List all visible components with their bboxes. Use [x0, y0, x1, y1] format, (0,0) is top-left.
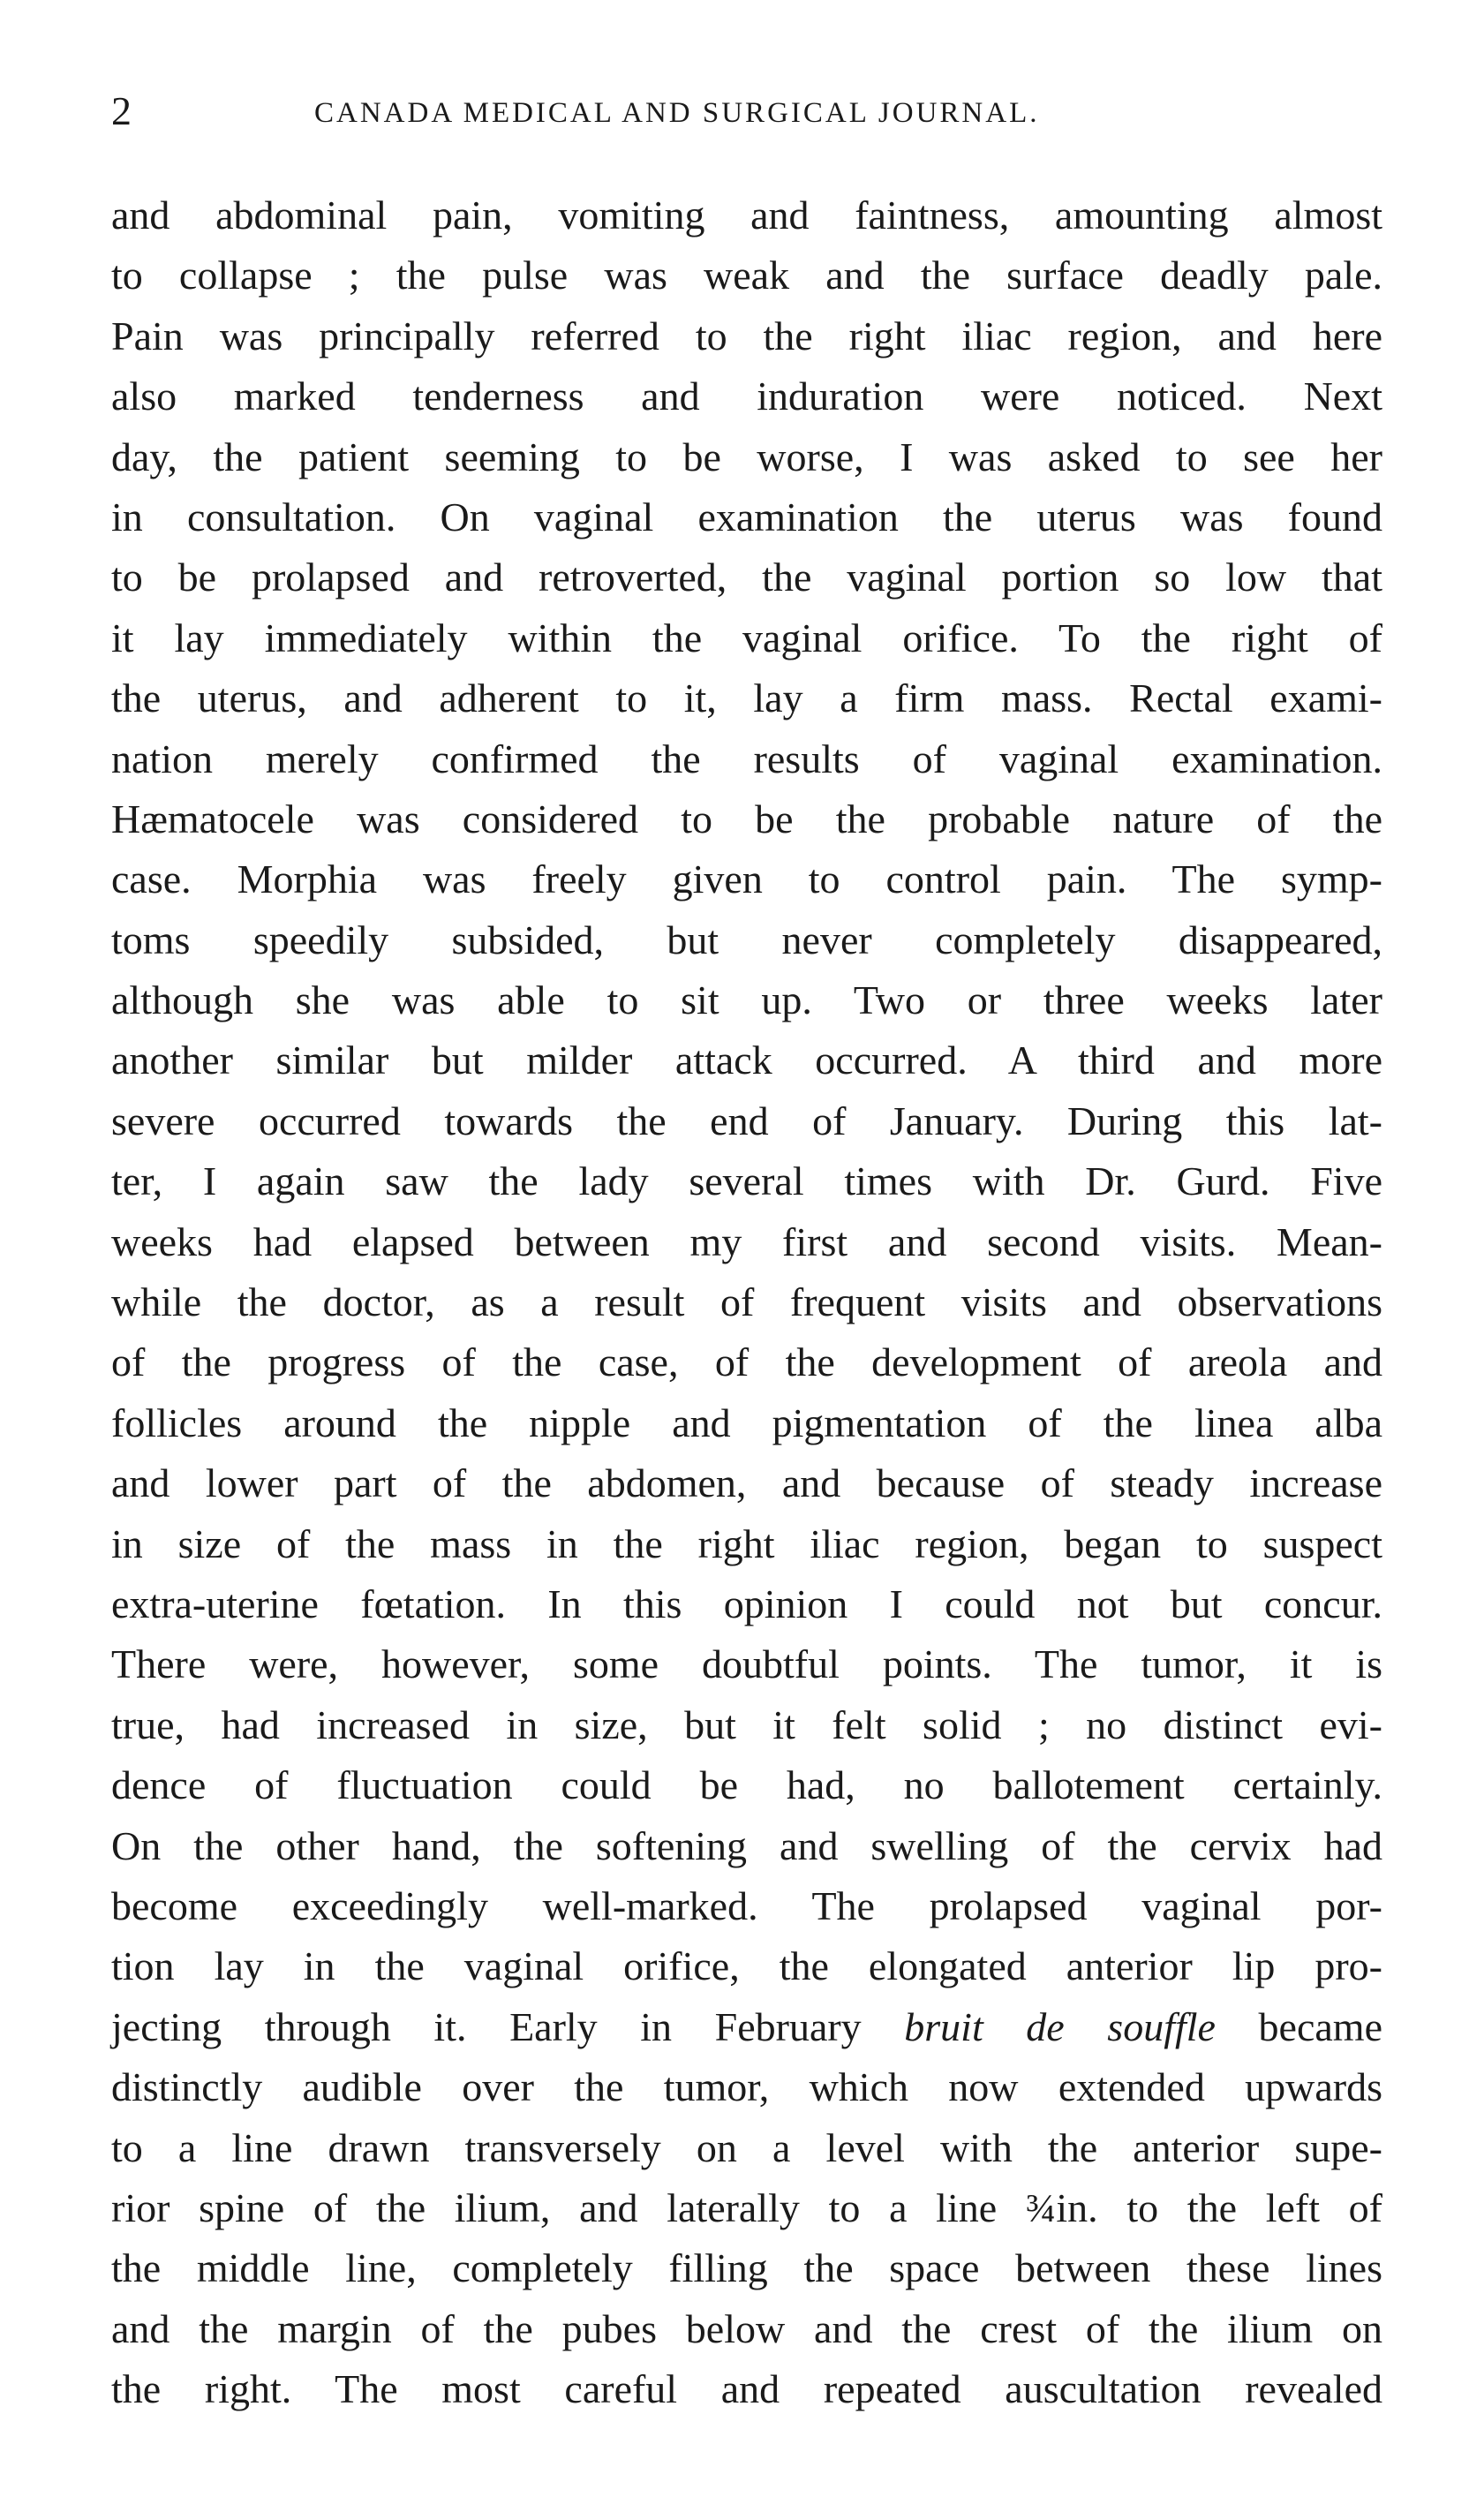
text-line: and lower part of the abdomen, and because of steady increase	[111, 1460, 1382, 1506]
text-line: in consultation. On vaginal examination the uterus was found	[111, 494, 1382, 539]
text-line: the middle line, completely filling the space between these lines	[111, 2245, 1382, 2291]
text-line: ter, I again saw the lady several times with Dr. Gurd. Five	[111, 1158, 1382, 1204]
text-line: in size of the mass in the right iliac region, began to suspect	[111, 1520, 1382, 1566]
body-text	[111, 185, 1382, 2419]
text-line: severe occurred towards the end of January. During this lat-	[111, 1098, 1382, 1143]
text-line: true, had increased in size, but it felt solid ; no distinct evi-	[111, 1701, 1382, 1747]
text-line: become exceedingly well-marked. The prolapsed vaginal por-	[111, 1882, 1382, 1928]
text-segment: became	[1215, 2003, 1382, 2049]
text-line: and abdominal pain, vomiting and faintness, amounting almost	[111, 192, 1382, 238]
text-line: the right. The most careful and repeated auscultation revealed	[111, 2366, 1382, 2412]
text-line: follicles around the nipple and pigmentation of the linea alba	[111, 1399, 1382, 1445]
text-line: another similar but milder attack occurred. A third and more	[111, 1037, 1382, 1083]
text-line: nation merely confirmed the results of vaginal examination.	[111, 736, 1382, 781]
text-line: Hæmatocele was considered to be the probable nature of the	[111, 796, 1382, 841]
italic-phrase: bruit de souffle	[904, 2003, 1216, 2049]
text-line: There were, however, some doubtful points. The tumor, it is	[111, 1641, 1382, 1687]
text-line: it lay immediately within the vaginal orifice. To the right of	[111, 615, 1382, 660]
text-line: while the doctor, as a result of frequent visits and observations	[111, 1279, 1382, 1325]
text-segment: jecting through it. Early in February	[111, 2003, 905, 2049]
text-line: to collapse ; the pulse was weak and the surface deadly pale.	[111, 253, 1382, 298]
text-line: to be prolapsed and retroverted, the vaginal portion so low that	[111, 554, 1382, 600]
text-line: also marked tenderness and induration were noticed. Next	[111, 373, 1382, 419]
text-line: the uterus, and adherent to it, lay a firm mass. Rectal exami-	[111, 675, 1382, 721]
text-line: weeks had elapsed between my first and second visits. Mean-	[111, 1218, 1382, 1264]
text-line: On the other hand, the softening and swelling of the cervix had	[111, 1822, 1382, 1868]
text-line: rior spine of the ilium, and laterally to a line ¾in. to the left of	[111, 2184, 1382, 2230]
text-line: and the margin of the pubes below and the crest of the ilium on	[111, 2305, 1382, 2351]
running-head	[111, 85, 1347, 138]
text-line: distinctly audible over the tumor, which now extended upwards	[111, 2064, 1382, 2110]
journal-title: CANADA MEDICAL AND SURGICAL JOURNAL.	[314, 97, 1040, 129]
text-line-with-italic	[111, 1997, 1382, 2057]
text-line: extra-uterine fœtation. In this opinion I could not but concur.	[111, 1580, 1382, 1626]
text-line: tion lay in the vaginal orifice, the elongated anterior lip pro-	[111, 1943, 1382, 1989]
text-line: case. Morphia was freely given to control pain. The symp-	[111, 856, 1382, 902]
text-line: although she was able to sit up. Two or three weeks later	[111, 977, 1382, 1023]
text-line: Pain was principally referred to the right iliac region, and here	[111, 313, 1382, 358]
text-line: day, the patient seeming to be worse, I was asked to see her	[111, 434, 1382, 479]
text-line: to a line drawn transversely on a level with the anterior supe-	[111, 2124, 1382, 2170]
text-line: toms speedily subsided, but never completely disappeared,	[111, 917, 1382, 962]
text-line: dence of fluctuation could be had, no ballotement certainly.	[111, 1762, 1382, 1808]
page-number: 2	[111, 88, 132, 133]
text-line: of the progress of the case, of the development of areola and	[111, 1339, 1382, 1385]
